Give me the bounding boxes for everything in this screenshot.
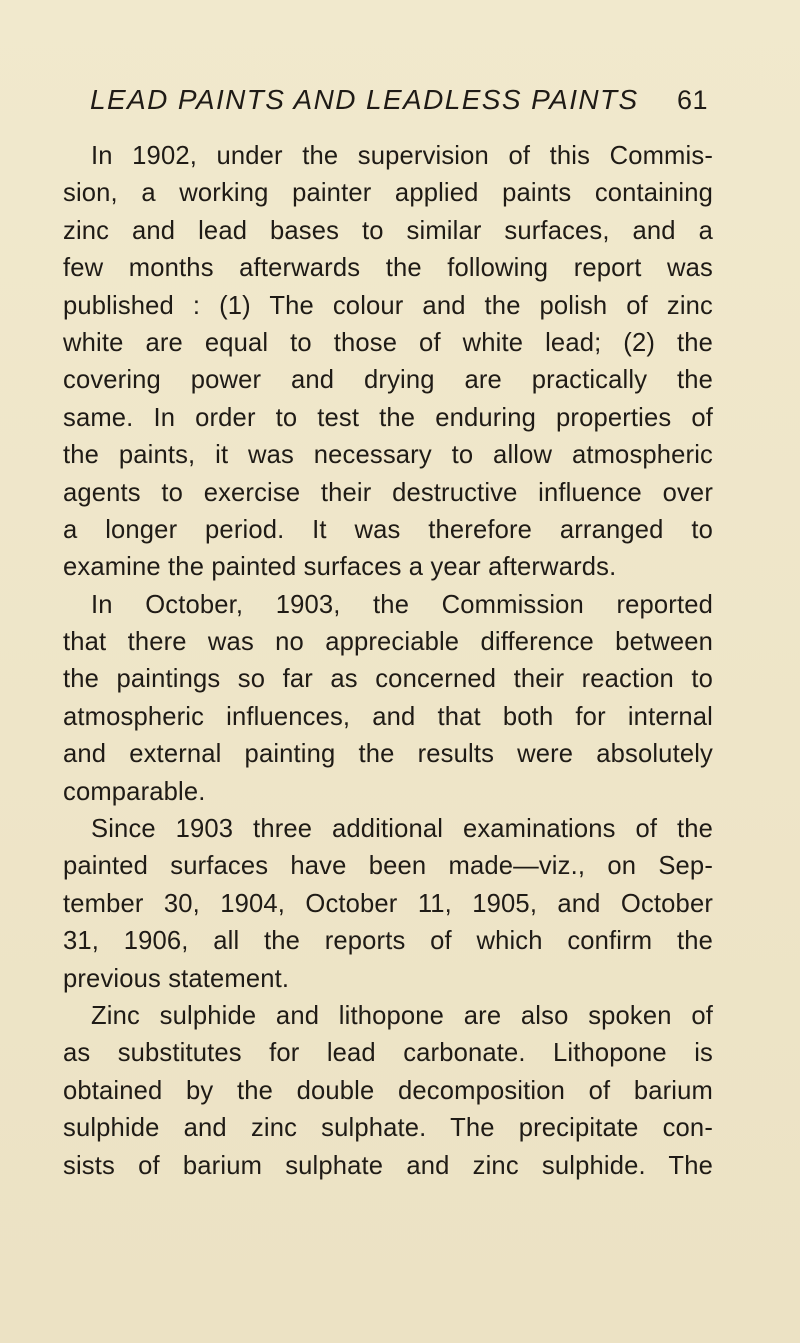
body-text (63, 138, 713, 1185)
text-line: examine the painted surfaces a year afterwards. (63, 553, 617, 582)
text-line: Since 1903 three additional examinations of the (91, 815, 713, 844)
text-line: previous statement. (63, 964, 290, 993)
text-line: the paints, it was necessary to allow atmospheric (63, 441, 713, 470)
text-line: zinc and lead bases to similar surfaces, and a (63, 216, 713, 245)
text-line: tember 30, 1904, October 11, 1905, and October (63, 889, 713, 918)
text-line: the paintings so far as concerned their reaction to (63, 665, 713, 694)
text-line: sists of barium sulphate and zinc sulphide. The (63, 1151, 713, 1180)
text-line: In October, 1903, the Commission reported (91, 590, 713, 619)
text-line: same. In order to test the enduring properties of (63, 403, 713, 432)
text-line: Zinc sulphide and lithopone are also spoken of (91, 1001, 713, 1030)
text-line: obtained by the double decomposition of barium (63, 1076, 713, 1105)
text-line: atmospheric influences, and that both for internal (63, 702, 713, 731)
running-title: LEAD PAINTS AND LEADLESS PAINTS (90, 84, 639, 115)
text-line: as substitutes for lead carbonate. Lithopone is (63, 1039, 713, 1068)
text-line: 31, 1906, all the reports of which confirm the (63, 927, 713, 956)
page-number: 61 (676, 85, 708, 115)
text-line: comparable. (63, 777, 206, 806)
page-header (90, 84, 708, 116)
text-line: white are equal to those of white lead; (2) the (63, 328, 713, 357)
text-line: published : (1) The colour and the polish of zinc (63, 291, 713, 320)
text-line: painted surfaces have been made—viz., on Sep- (63, 852, 713, 881)
text-line: In 1902, under the supervision of this Commis- (91, 142, 713, 170)
text-line: covering power and drying are practically the (63, 366, 713, 395)
text-line: that there was no appreciable difference between (63, 628, 713, 657)
text-line: sulphide and zinc sulphate. The precipitate con- (63, 1114, 713, 1143)
text-line: and external painting the results were absolutely (63, 740, 713, 769)
text-line: few months afterwards the following report was (63, 254, 713, 283)
text-line: sion, a working painter applied paints containing (63, 179, 713, 208)
text-line: a longer period. It was therefore arranged to (63, 515, 713, 544)
text-line: agents to exercise their destructive influence over (63, 478, 713, 507)
